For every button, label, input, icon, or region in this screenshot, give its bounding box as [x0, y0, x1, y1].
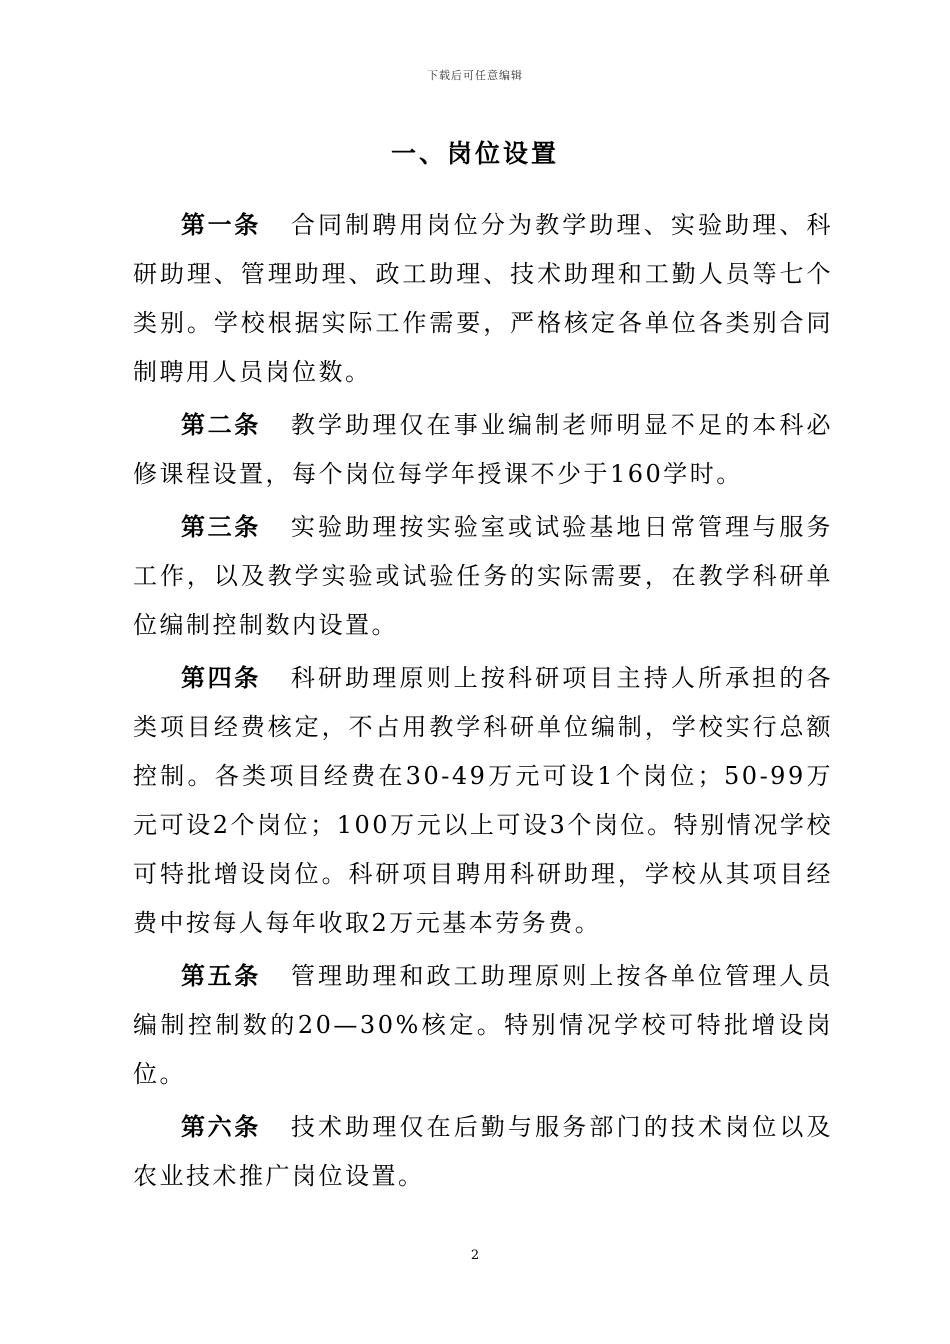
article-5: [133, 951, 833, 1099]
article-1: [133, 200, 833, 397]
header-note: 下载后可任意编辑: [427, 69, 523, 82]
article-text: 科研助理原则上按科研项目主持人所承担的各类项目经费核定，不占用教学科研单位编制，学校实行总额控制。各类项目经费在30-49万元可设1个岗位；50-99万元可设2个岗位；100万元以上可设3个岗位。特别情况学校可特批增设岗位。科研项目聘用科研助理，学校从其项目经费中按每人每年收取2万元基本劳务费。: [133, 664, 834, 937]
article-2: [133, 400, 833, 499]
article-text: 教学助理仅在事业编制老师明显不足的本科必修课程设置，每个岗位每学年授课不少于160学时。: [133, 411, 834, 488]
article-label: 第三条: [181, 512, 261, 541]
article-text: 实验助理按实验室或试验基地日常管理与服务工作，以及教学实验或试验任务的实际需要，在教学科研单位编制控制数内设置。: [133, 513, 834, 639]
article-label: 第五条: [181, 961, 261, 990]
document-body: [133, 200, 833, 1204]
article-label: 第六条: [181, 1112, 261, 1141]
article-label: 第四条: [181, 663, 261, 692]
article-3: [133, 502, 833, 650]
page-number: 2: [470, 1248, 480, 1263]
article-text: 管理助理和政工助理原则上按各单位管理人员编制控制数的20—30%核定。特别情况学校可特批增设岗位。: [133, 962, 834, 1088]
article-label: 第二条: [181, 410, 261, 439]
article-text: 合同制聘用岗位分为教学助理、实验助理、科研助理、管理助理、政工助理、技术助理和工勤人员等七个类别。学校根据实际工作需要，严格核定各单位各类别合同制聘用人员岗位数。: [133, 211, 834, 386]
article-label: 第一条: [181, 210, 261, 239]
section-title: 一、岗位设置: [390, 139, 559, 168]
article-6: [133, 1102, 833, 1201]
article-text: 技术助理仅在后勤与服务部门的技术岗位以及农业技术推广岗位设置。: [133, 1113, 834, 1190]
article-4: [133, 653, 833, 948]
